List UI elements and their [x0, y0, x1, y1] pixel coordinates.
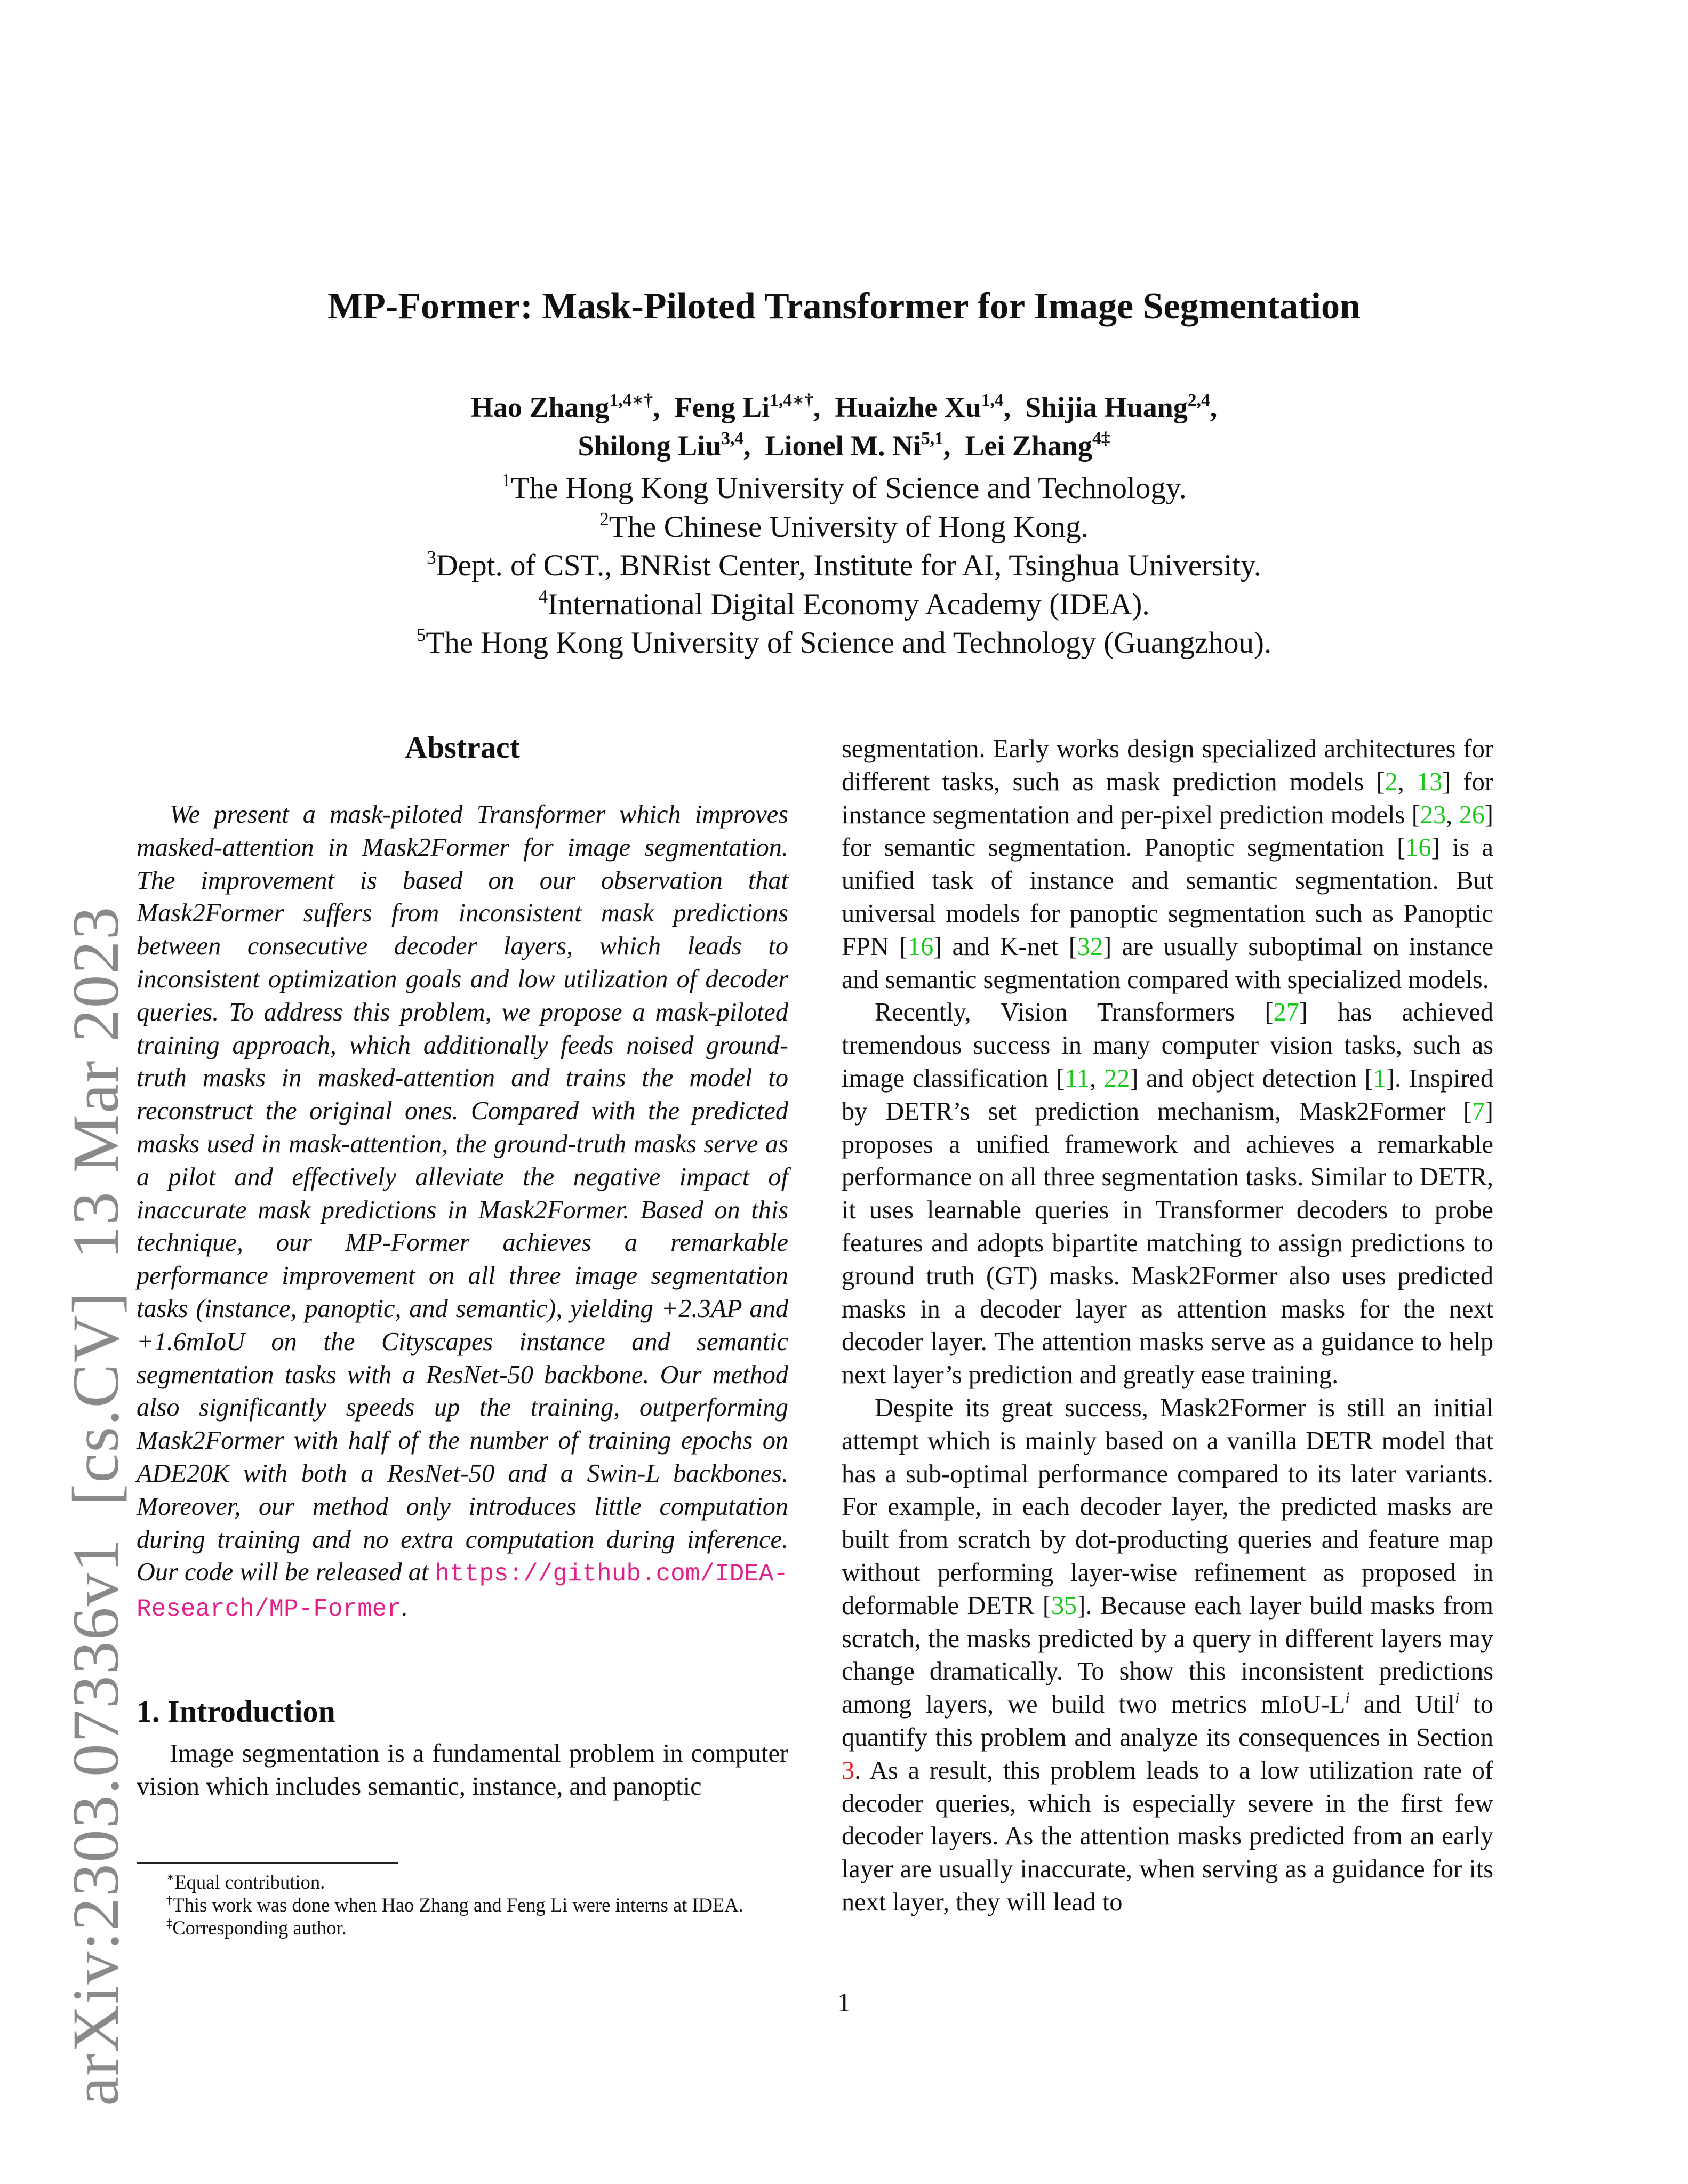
footnote: †This work was done when Hao Zhang and Feng Li were interns at IDEA.	[166, 1893, 743, 1916]
affiliation: $^3$Dept. of CST., BNRist Center, Institute for AI, Tsinghua University.	[426, 547, 1262, 582]
citation-link[interactable]: 7	[1471, 1097, 1485, 1126]
paper-title: MP-Former: Mask-Piloted Transformer for Image Segmentation	[327, 286, 1361, 327]
author: Shijia Huang$^{2,4}$	[1025, 390, 1210, 423]
arxiv-category: [cs.CV]	[59, 1291, 132, 1506]
affiliation: $^2$The Chinese University of Hong Kong.	[599, 508, 1089, 544]
citation-link[interactable]: 16	[907, 932, 934, 961]
arxiv-id: arXiv:2303.07336v1	[59, 1538, 132, 2106]
affiliation: $^4$International Digital Economy Academy (IDEA).	[538, 585, 1150, 621]
code-link[interactable]: https://github.com/IDEA-Research/MP-Former	[137, 1560, 789, 1624]
citation-link[interactable]: 16	[1405, 833, 1431, 862]
citation-link[interactable]: 1	[1373, 1064, 1386, 1093]
abstract-text: We present a mask-piloted Transformer which improves masked-attention in Mask2Former for image segmentation. The improvement is based on our observation that Mask2Former suffers from inconsistent mask predictions between consecutive decoder layers, which leads to inconsistent optimization goals and low utilization of decoder queries. To address this problem, we propose a mask-piloted training approach, which additionally feeds noised ground-truth masks in masked-attention and trains the model to reconstruct the original ones. Compared with the predicted masks used in mask-attention, the ground-truth masks serve as a pilot and effectively alleviate the negative impact of inaccurate mask predictions in Mask2Former. Based on this technique, our MP-Former achieves a remarkable performance improvement on all three image segmentation tasks (instance, panoptic, and semantic), yielding +2.3AP and +1.6mIoU on the Cityscapes instance and semantic segmentation tasks with a ResNet-50 backbone. Our method also significantly speeds up the training, outperforming Mask2Former with half of the number of training epochs on ADE20K with both a ResNet-50 and a Swin-L backbones. Moreover, our method only introduces little computation during training and no extra computation during inference. Our code will be released at	[137, 800, 788, 1587]
section-ref-link[interactable]: 3	[842, 1756, 855, 1785]
citation-link[interactable]: 11	[1065, 1064, 1090, 1093]
author: Lei Zhang$^{4\ddagger}$	[965, 429, 1110, 462]
author: Hao Zhang$^{1,4∗\dagger}$	[470, 390, 653, 423]
intro-paragraph-1-continued: segmentation. Early works design specialized architectures for different tasks, such as mask prediction models [2, 13] for instance segmentation and per-pixel prediction models [23, 26] for semantic segmentation. Panoptic segmentation [16] is a unified task of instance and semantic segmentation. But universal models for panoptic segmentation such as Panoptic FPN [16] and K-net [32] are usually suboptimal on instance and semantic segmentation compared with specialized models.	[842, 735, 1493, 994]
page-number: 1	[837, 1987, 851, 2017]
author: Lionel M. Ni$^{5,1}$	[765, 429, 943, 462]
intro-paragraph-3: Despite its great success, Mask2Former is still an initial attempt which is mainly based on a vanilla DETR model that has a sub-optimal performance compared to its later variants. For example, in each decoder layer, the predicted masks are built from scratch by dot-producting queries and feature map without performing layer-wise refinement as proposed in deformable DETR [35]. Because each layer build masks from scratch, the masks predicted by a query in different layers may change dramatically. To show this inconsistent predictions among layers, we build two metrics mIoU-$L^i$ and Util$^i$ to quantify this problem and analyze its consequences in Section 3. As a result, this problem leads to a low utilization rate of decoder queries, which is especially severe in the first few decoder layers. As the attention masks predicted from an early layer are usually inaccurate, when serving as a guidance for its next layer, they will lead to	[842, 1393, 1494, 1916]
author-list: Hao Zhang$^{1,4∗\dagger}$, Feng $Li^{1,4∗\dagger}$, Huaizhe Xu$^{1,4}$, Shijia Huang$^{2,4}$, Shilong Liu$^{3,4}$, Lionel M. Ni$^{5,1}$, Lei Zhang$^{4\ddagger}$	[470, 390, 1218, 462]
abstract-heading: Abstract	[405, 730, 520, 765]
citation-link[interactable]: 35	[1051, 1591, 1077, 1620]
citation-link[interactable]: 13	[1417, 767, 1443, 796]
abstract-body: We present a mask-piloted Transformer which improves masked-attention in Mask2Former for image segmentation. The improvement is based on our observation that Mask2Former suffers from inconsistent mask predictions between consecutive decoder layers, which leads to inconsistent optimization goals and low utilization of decoder queries. To address this problem, we propose a mask-piloted training approach, which additionally feeds noised ground-truth masks in masked-attention and trains the model to reconstruct the original ones. Compared with the predicted masks used in mask-attention, the ground-truth masks serve as a pilot and effectively alleviate the negative impact of inaccurate mask predictions in Mask2Former. Based on this technique, our MP-Former achieves a remarkable performance improvement on all three image segmentation tasks (instance, panoptic, and semantic), yielding +2.3AP and +1.6mIoU on the Cityscapes instance and semantic segmentation tasks with a ResNet-50 backbone. Our method also significantly speeds up the training, outperforming Mask2Former with half of the number of training epochs on ADE20K with both a ResNet-50 and a Swin-L backbones. Moreover, our method only introduces little computation during training and no extra computation during inference. Our code will be released at https://github.com/IDEA-Research/MP-Former.	[137, 800, 789, 1624]
citation-link[interactable]: 27	[1273, 998, 1299, 1027]
author: Shilong Liu$^{3,4}$	[578, 429, 744, 462]
footnotes	[137, 1870, 788, 1939]
right-column	[842, 733, 1493, 1919]
author: Huaizhe Xu$^{1,4}$	[835, 390, 1004, 423]
intro-paragraph-2: Recently, Vision Transformers [27] has achieved tremendous success in many computer vision tasks, such as image classification [11, 22] and object detection [1]. Inspired by DETR’s set prediction mechanism, Mask2Former [7] proposes a unified framework and achieves a remarkable performance on all three segmentation tasks. Similar to DETR, it uses learnable queries in Transformer decoders to probe features and adopts bipartite matching to assign predictions to ground truth (GT) masks. Mask2Former also uses predicted masks in a decoder layer as attention masks for the next decoder layer. The attention masks serve as a guidance to help next layer’s prediction and greatly ease training.	[842, 998, 1494, 1390]
arxiv-side-stamp	[53, 539, 139, 2106]
citation-link[interactable]: 22	[1104, 1064, 1130, 1093]
footnote: ‡Corresponding author.	[166, 1916, 347, 1939]
footnote: ∗Equal contribution.	[166, 1870, 325, 1893]
affiliation: $^1$The Hong Kong University of Science and Technology.	[501, 470, 1187, 505]
author: Feng $Li^{1,4∗\dagger}$	[674, 390, 813, 423]
citation-link[interactable]: 23	[1420, 800, 1446, 829]
arxiv-date: 13 Mar 2023	[59, 905, 132, 1259]
footnote-rule	[137, 1862, 398, 1864]
citation-link[interactable]: 32	[1077, 932, 1103, 961]
section-heading-introduction: 1. Introduction	[137, 1694, 335, 1729]
affiliation: $^5$The Hong Kong University of Science and Technology (Guangzhou).	[416, 624, 1272, 660]
citation-link[interactable]: 2	[1385, 767, 1398, 796]
citation-link[interactable]: 26	[1459, 800, 1485, 829]
intro-paragraph-1: Image segmentation is a fundamental problem in computer vision which includes semantic, instance, and panoptic	[137, 1739, 788, 1801]
affiliation-list	[0, 469, 1688, 663]
